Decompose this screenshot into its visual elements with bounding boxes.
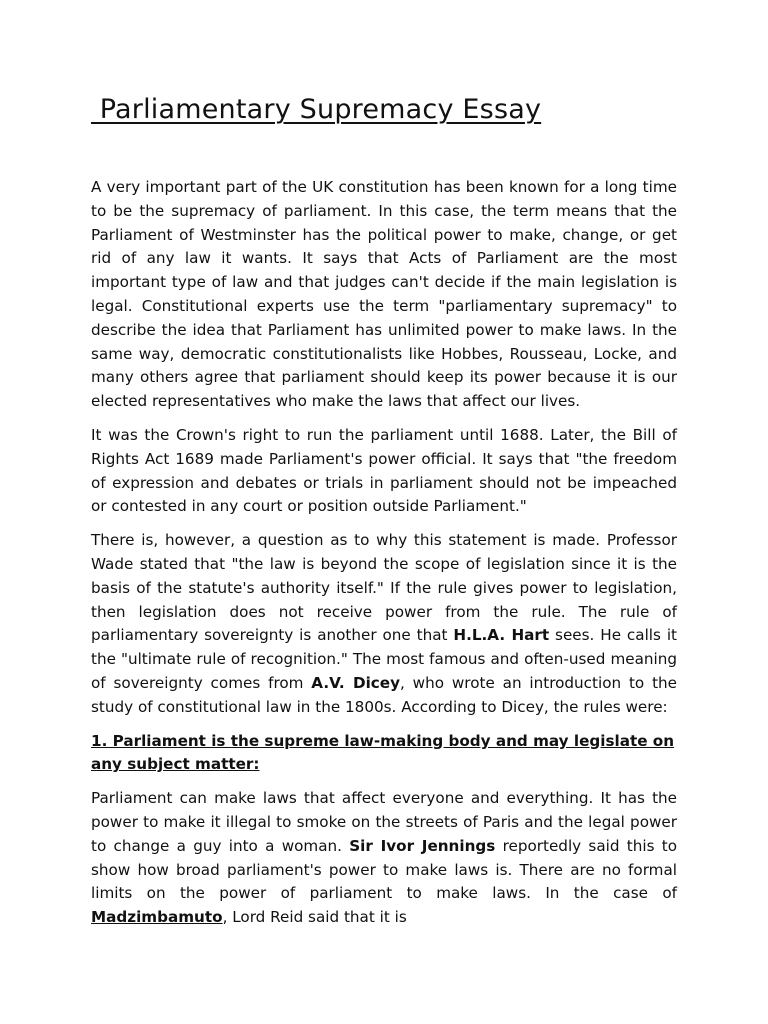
document-title: Parliamentary Supremacy Essay [91, 94, 542, 125]
paragraph-jennings [91, 787, 677, 930]
paragraph-text: Parliament can make laws that affect everyone and everything. It has the power to make it illegal to smoke on the streets of Paris and the legal power to change a guy into a woman. [91, 789, 677, 855]
paragraph-dicey [91, 529, 677, 719]
paragraph-text: , Lord Reid said that it is [222, 908, 407, 927]
name-jennings: Sir Ivor Jennings [349, 836, 496, 855]
paragraph-bill-of-rights: It was the Crown's right to run the parliament until 1688. Later, the Bill of Rights Act 1689 made Parliament's power official. It says that "the freedom of expression and debates or trials in parliament should not be impeached or contested in any court or position outside Parliament." [91, 425, 677, 516]
paragraph-text: , who wrote an introduction to the study of constitutional law in the 1800s. According to Dicey, the rules were: [91, 673, 677, 716]
section-heading-1: 1. Parliament is the supreme law-making body and may legislate on any subject matter: [91, 731, 675, 774]
paragraph-intro: A very important part of the UK constitution has been known for a long time to be the supremacy of parliament. In this case, the term means that the Parliament of Westminster has the political power to make, change, or get rid of any law it wants. It says that Acts of Parliament are the most important type of law and that judges can't decide if the main legislation is legal. Constitutional experts use the term "parliamentary supremacy" to describe the idea that Parliament has unlimited power to make laws. In the same way, democratic constitutionalists like Hobbes, Rousseau, Locke, and many others agree that parliament should keep its power because it is our elected representatives who make the laws that affect our lives. [91, 178, 677, 411]
document-body [91, 176, 677, 940]
paragraph-text: sees. He calls it the "ultimate rule of recognition." The most famous and often-used meaning of sovereignty comes from [91, 626, 677, 692]
paragraph-text: reportedly said this to show how broad parliament's power to make laws is. There are no formal limits on the power of parliament to make laws. In the case of [91, 836, 677, 903]
case-madzimbamuto: Madzimbamuto [91, 908, 223, 927]
name-dicey: A.V. Dicey [311, 673, 400, 692]
name-hart: H.L.A. Hart [453, 626, 550, 645]
paragraph-text: There is, however, a question as to why this statement is made. Professor Wade stated that "the law is beyond the scope of legislation since it is the basis of the statute's authority itself." If the rule gives power to legislation, then legislation does not receive power from the rule. The rule of parliamentary sovereignty is another one that [91, 531, 677, 645]
